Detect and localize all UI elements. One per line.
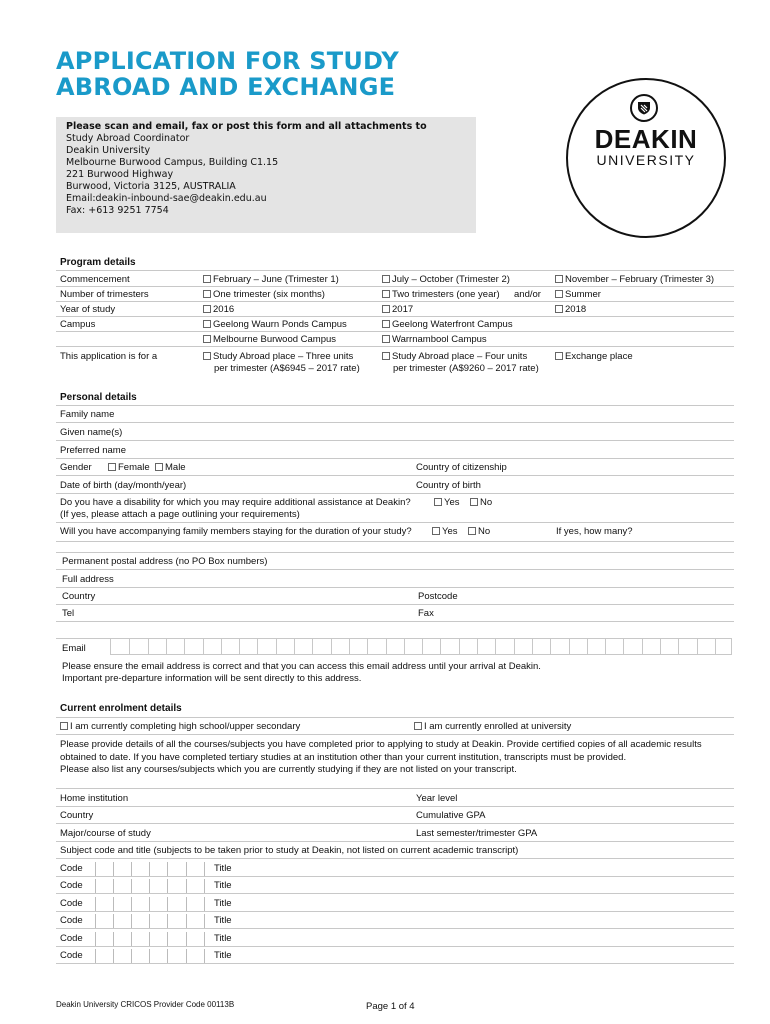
code-cell-divider xyxy=(186,862,187,876)
checkbox[interactable] xyxy=(203,290,211,298)
row-divider xyxy=(56,911,734,912)
code-cell-divider xyxy=(204,949,205,963)
email-cell-divider xyxy=(642,639,643,655)
burwood-option[interactable]: Melbourne Burwood Campus xyxy=(203,334,336,345)
code-cell-divider xyxy=(186,914,187,928)
code-cell-divider xyxy=(149,879,150,893)
row-divider xyxy=(56,963,734,964)
code-cell-divider xyxy=(204,897,205,911)
year-level-field[interactable]: Year level xyxy=(416,793,458,804)
email-cell-divider xyxy=(184,639,185,655)
checkbox[interactable] xyxy=(382,305,390,313)
code-cell-divider xyxy=(131,914,132,928)
email-cell-divider xyxy=(660,639,661,655)
email-cell-divider xyxy=(605,639,606,655)
title-field[interactable]: Title xyxy=(214,863,232,874)
code-cell-divider xyxy=(95,932,96,946)
code-cell-divider xyxy=(131,897,132,911)
checkbox[interactable] xyxy=(414,722,422,730)
title-field[interactable]: Title xyxy=(214,933,232,944)
code-cell-divider xyxy=(113,914,114,928)
code-cell-divider xyxy=(167,897,168,911)
address-fax: Fax: +613 9251 7754 xyxy=(66,205,169,216)
code-cell-divider xyxy=(95,862,96,876)
personal-heading: Personal details xyxy=(60,392,137,403)
checkbox[interactable] xyxy=(203,352,211,360)
email-cell-divider xyxy=(532,639,533,655)
code-cell-divider xyxy=(113,862,114,876)
code-cell-divider xyxy=(113,949,114,963)
code-cell-divider xyxy=(167,914,168,928)
code-cell-divider xyxy=(204,862,205,876)
checkbox[interactable] xyxy=(555,352,563,360)
email-cell-divider xyxy=(349,639,350,655)
code-cell-divider xyxy=(204,879,205,893)
postal-address-label: Permanent postal address (no PO Box numbers) xyxy=(62,556,268,567)
email-cell-divider xyxy=(331,639,332,655)
title-field[interactable]: Title xyxy=(214,880,232,891)
year-2018-option[interactable]: 2018 xyxy=(555,304,586,315)
code-cell-divider xyxy=(149,862,150,876)
checkbox[interactable] xyxy=(432,527,440,535)
checkbox[interactable] xyxy=(468,527,476,535)
tel-field[interactable]: Tel xyxy=(62,608,75,619)
address-line: 221 Burwood Highway xyxy=(66,169,174,180)
code-cell-divider xyxy=(204,932,205,946)
country-field[interactable]: Country xyxy=(62,591,96,602)
shield-icon xyxy=(630,94,658,122)
checkbox[interactable] xyxy=(382,352,390,360)
cumulative-gpa-field[interactable]: Cumulative GPA xyxy=(416,810,486,821)
campus-label: Campus xyxy=(60,319,96,330)
university-option[interactable]: I am currently enrolled at university xyxy=(414,721,571,732)
commencement-label: Commencement xyxy=(60,274,130,285)
one-trimester-option[interactable]: One trimester (six months) xyxy=(203,289,325,300)
email-cell-divider xyxy=(367,639,368,655)
email-cell-divider xyxy=(239,639,240,655)
summer-option[interactable]: Summer xyxy=(555,289,601,300)
and-or-text: and/or xyxy=(514,289,541,300)
checkbox[interactable] xyxy=(470,498,478,506)
page-number: Page 1 of 4 xyxy=(366,1001,415,1012)
code-cell-divider xyxy=(131,879,132,893)
high-school-option[interactable]: I am currently completing high school/upper secondary xyxy=(60,721,300,732)
code-cell-divider xyxy=(95,949,96,963)
checkbox[interactable] xyxy=(382,320,390,328)
enrolment-instructions: Please provide details of all the courses/subjects you have completed prior to applying to study at Deakin. Provide certified copies of all academic results obtained to date. If you have completed tertiary studies at an institution other than your current institution, transcripts must be provided. Please also list any courses/subjects which you are currently studying if they are not listed on your transcript. xyxy=(60,739,702,775)
family-no-option[interactable]: No xyxy=(468,526,490,537)
code-cell-divider xyxy=(186,879,187,893)
email-label: Email xyxy=(62,643,86,654)
checkbox[interactable] xyxy=(434,498,442,506)
checkbox[interactable] xyxy=(555,290,563,298)
address-line: Study Abroad Coordinator xyxy=(66,133,190,144)
code-cell-divider xyxy=(131,949,132,963)
code-cell-divider xyxy=(113,932,114,946)
email-cell-divider xyxy=(514,639,515,655)
code-field[interactable]: Code xyxy=(60,933,83,944)
code-field[interactable]: Code xyxy=(60,898,83,909)
birth-country-field[interactable]: Country of birth xyxy=(416,480,481,491)
disability-yes-option[interactable]: Yes xyxy=(434,497,460,508)
logo-university: UNIVERSITY xyxy=(596,152,696,168)
code-field[interactable]: Code xyxy=(60,950,83,961)
warrnambool-option[interactable]: Warrnambool Campus xyxy=(382,334,487,345)
home-institution-field[interactable]: Home institution xyxy=(60,793,129,804)
title-field[interactable]: Title xyxy=(214,898,232,909)
code-cell-divider xyxy=(113,897,114,911)
email-note-1: Please ensure the email address is correct and that you can access this email address until your arrival at Deakin. xyxy=(62,661,541,672)
given-names-field[interactable]: Given name(s) xyxy=(60,427,123,438)
email-note-2: Important pre-departure information will be sent directly to this address. xyxy=(62,673,362,684)
fax-field[interactable]: Fax xyxy=(418,608,434,619)
checkbox[interactable] xyxy=(382,335,390,343)
checkbox[interactable] xyxy=(203,305,211,313)
code-cell-divider xyxy=(95,879,96,893)
code-cell-divider xyxy=(186,949,187,963)
code-cell-divider xyxy=(131,862,132,876)
code-field[interactable]: Code xyxy=(60,915,83,926)
email-cell-divider xyxy=(386,639,387,655)
title-field[interactable]: Title xyxy=(214,915,232,926)
citizenship-field[interactable]: Country of citizenship xyxy=(416,462,507,473)
code-cell-divider xyxy=(149,932,150,946)
email-cell-divider xyxy=(623,639,624,655)
family-question: Will you have accompanying family members staying for the duration of your study? xyxy=(60,526,412,537)
full-address-field[interactable]: Full address xyxy=(62,574,114,585)
preferred-name-field[interactable]: Preferred name xyxy=(60,445,127,456)
trimesters-label: Number of trimesters xyxy=(60,289,149,300)
address-email: Email:deakin-inbound-sae@deakin.edu.au xyxy=(66,193,267,204)
email-cell-divider xyxy=(477,639,478,655)
program-heading: Program details xyxy=(60,257,136,268)
how-many-field[interactable]: If yes, how many? xyxy=(556,526,633,537)
code-cell-divider xyxy=(149,897,150,911)
male-option[interactable]: Male xyxy=(155,462,186,473)
email-cell-divider xyxy=(404,639,405,655)
address-line: Melbourne Burwood Campus, Building C1.15 xyxy=(66,157,279,168)
checkbox[interactable] xyxy=(555,305,563,313)
title-line-1: APPLICATION FOR STUDY xyxy=(56,47,399,75)
postcode-field[interactable]: Postcode xyxy=(418,591,458,602)
email-cell-divider xyxy=(587,639,588,655)
checkbox[interactable] xyxy=(203,335,211,343)
address-line: Deakin University xyxy=(66,145,151,156)
address-heading: Please scan and email, fax or post this form and all attachments to xyxy=(66,121,427,132)
email-cell-divider xyxy=(129,639,130,655)
trimester-2-option[interactable]: July – October (Trimester 2) xyxy=(382,274,510,285)
checkbox[interactable] xyxy=(108,463,116,471)
email-cell-divider xyxy=(697,639,698,655)
row-divider xyxy=(56,876,734,877)
email-cell-divider xyxy=(495,639,496,655)
row-divider xyxy=(56,928,734,929)
disability-no-option[interactable]: No xyxy=(470,497,492,508)
checkbox[interactable] xyxy=(203,320,211,328)
checkbox[interactable] xyxy=(382,290,390,298)
code-cell-divider xyxy=(167,949,168,963)
checkbox[interactable] xyxy=(555,275,563,283)
major-field[interactable]: Major/course of study xyxy=(60,828,151,839)
email-cell-divider xyxy=(422,639,423,655)
year-2017-option[interactable]: 2017 xyxy=(382,304,413,315)
title-field[interactable]: Title xyxy=(214,950,232,961)
two-trimesters-option[interactable]: Two trimesters (one year) xyxy=(382,289,500,300)
code-cell-divider xyxy=(95,897,96,911)
email-cell-divider xyxy=(569,639,570,655)
email-cell-divider xyxy=(440,639,441,655)
email-cell-divider xyxy=(678,639,679,655)
exchange-option[interactable]: Exchange place xyxy=(555,351,633,362)
form-title xyxy=(56,48,399,100)
application-label: This application is for a xyxy=(60,351,158,362)
email-cell-divider xyxy=(148,639,149,655)
deakin-logo xyxy=(566,78,726,238)
waterfront-option[interactable]: Geelong Waterfront Campus xyxy=(382,319,513,330)
checkbox[interactable] xyxy=(60,722,68,730)
code-cell-divider xyxy=(113,879,114,893)
three-units-option[interactable]: Study Abroad place – Three units per trimester (A$6945 – 2017 rate) xyxy=(203,351,360,375)
code-cell-divider xyxy=(204,914,205,928)
provider-code: Deakin University CRICOS Provider Code 00113B xyxy=(56,1000,235,1009)
code-cell-divider xyxy=(149,914,150,928)
code-cell-divider xyxy=(131,932,132,946)
family-name-field[interactable]: Family name xyxy=(60,409,115,420)
trimester-3-option[interactable]: November – February (Trimester 3) xyxy=(555,274,714,285)
checkbox[interactable] xyxy=(382,275,390,283)
family-yes-option[interactable]: Yes xyxy=(432,526,458,537)
email-cell-divider xyxy=(221,639,222,655)
disability-question: Do you have a disability for which you may require additional assistance at Deakin? (If yes, please attach a page outlining your requirements) xyxy=(60,497,411,520)
logo-name: DEAKIN xyxy=(594,124,698,154)
row-divider xyxy=(56,946,734,947)
checkbox[interactable] xyxy=(203,275,211,283)
email-input[interactable] xyxy=(110,638,732,655)
email-cell-divider xyxy=(312,639,313,655)
code-cell-divider xyxy=(167,932,168,946)
code-cell-divider xyxy=(167,879,168,893)
trimester-1-option[interactable]: February – June (Trimester 1) xyxy=(203,274,339,285)
email-cell-divider xyxy=(203,639,204,655)
code-cell-divider xyxy=(95,914,96,928)
email-cell-divider xyxy=(550,639,551,655)
year-label: Year of study xyxy=(60,304,116,315)
code-field[interactable]: Code xyxy=(60,880,83,891)
subject-heading: Subject code and title (subjects to be taken prior to study at Deakin, not listed on current academic transcript) xyxy=(60,845,519,856)
waurn-ponds-option[interactable]: Geelong Waurn Ponds Campus xyxy=(203,319,347,330)
title-line-2: ABROAD AND EXCHANGE xyxy=(56,73,396,101)
checkbox[interactable] xyxy=(155,463,163,471)
four-units-option[interactable]: Study Abroad place – Four units per trimester (A$9260 – 2017 rate) xyxy=(382,351,539,375)
code-cell-divider xyxy=(186,932,187,946)
code-cell-divider xyxy=(167,862,168,876)
enrolment-country-field[interactable]: Country xyxy=(60,810,94,821)
code-field[interactable]: Code xyxy=(60,863,83,874)
address-box xyxy=(56,117,476,233)
address-line: Burwood, Victoria 3125, AUSTRALIA xyxy=(66,181,236,192)
email-cell-divider xyxy=(459,639,460,655)
year-2016-option[interactable]: 2016 xyxy=(203,304,234,315)
code-cell-divider xyxy=(186,897,187,911)
gender-label: Gender xyxy=(60,462,92,473)
dob-field[interactable]: Date of birth (day/month/year) xyxy=(60,480,187,491)
last-gpa-field[interactable]: Last semester/trimester GPA xyxy=(416,828,538,839)
female-option[interactable]: Female xyxy=(108,462,150,473)
email-cell-divider xyxy=(294,639,295,655)
email-cell-divider xyxy=(715,639,716,655)
row-divider xyxy=(56,893,734,894)
email-cell-divider xyxy=(257,639,258,655)
code-cell-divider xyxy=(149,949,150,963)
email-cell-divider xyxy=(276,639,277,655)
enrolment-heading: Current enrolment details xyxy=(60,703,182,714)
email-cell-divider xyxy=(166,639,167,655)
